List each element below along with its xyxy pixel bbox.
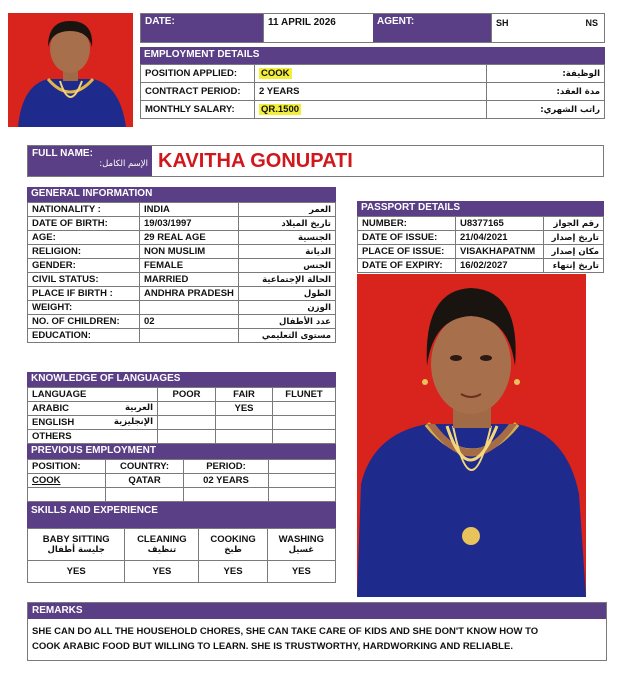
- passport-table: [357, 216, 604, 273]
- passport-value: VISAKHAPATNM: [456, 245, 544, 259]
- general-value: [140, 301, 239, 315]
- general-value: [140, 329, 239, 343]
- general-label: WEIGHT:: [28, 301, 140, 315]
- position-ar: الوظيفة:: [487, 65, 605, 83]
- skill-name: BABY SITTING: [42, 534, 110, 545]
- contract-ar: مدة العقد:: [487, 83, 605, 101]
- skill-value: YES: [199, 561, 267, 583]
- salary-row: [141, 101, 605, 119]
- col-position: POSITION:: [28, 460, 106, 474]
- previous-header-row: [28, 460, 336, 474]
- general-row: [28, 217, 336, 231]
- general-row: [28, 287, 336, 301]
- previous-country: QATAR: [106, 474, 184, 488]
- passport-value: U8377165: [456, 217, 544, 231]
- position-label: POSITION APPLIED:: [141, 65, 255, 83]
- agent-sh: SH: [496, 18, 509, 28]
- general-row: [28, 315, 336, 329]
- agent-value: [491, 14, 604, 42]
- skill-value: YES: [28, 561, 125, 583]
- full-name-label: FULL NAME:: [32, 148, 93, 159]
- language-fluent: [273, 430, 336, 444]
- passport-label: PLACE OF ISSUE:: [358, 245, 456, 259]
- skill-name: CLEANING: [137, 534, 187, 545]
- general-row: [28, 245, 336, 259]
- general-ar: الجنس: [238, 259, 335, 273]
- general-information: [27, 187, 336, 343]
- remarks-title: REMARKS: [28, 603, 606, 619]
- passport-ar: تاريخ إنتهاء: [544, 259, 604, 273]
- general-ar: الجنسية: [238, 231, 335, 245]
- agent-label: AGENT:: [373, 14, 491, 42]
- language-poor: [158, 430, 216, 444]
- general-label: RELIGION:: [28, 245, 140, 259]
- general-value: 29 REAL AGE: [140, 231, 239, 245]
- language-name-cell: [28, 416, 158, 430]
- skill-name-ar: تنظيف: [147, 545, 177, 555]
- previous-position: COOK: [28, 474, 106, 488]
- contract-value: 2 YEARS: [255, 83, 487, 101]
- skill-name: WASHING: [278, 534, 325, 545]
- languages-title: KNOWLEDGE OF LANGUAGES: [27, 372, 336, 387]
- remarks-line-1: SHE CAN DO ALL THE HOUSEHOLD CHORES, SHE CAN TAKE CARE OF KIDS AND SHE DON'T KNOW HOW TO: [32, 626, 539, 637]
- general-value: 02: [140, 315, 239, 329]
- skill-name-ar: جليسة أطفال: [47, 545, 105, 555]
- general-label: EDUCATION:: [28, 329, 140, 343]
- general-label: NO. OF CHILDREN:: [28, 315, 140, 329]
- general-ar: الديانة: [238, 245, 335, 259]
- employment-details: [140, 47, 605, 119]
- language-name-ar: العربية: [124, 403, 153, 413]
- passport-title: PASSPORT DETAILS: [357, 201, 604, 216]
- language-name: ENGLISH: [32, 417, 75, 428]
- full-name-label-ar: الإسم الكامل:: [99, 159, 148, 169]
- passport-ar: رقم الجواز: [544, 217, 604, 231]
- passport-value: 16/02/2027: [456, 259, 544, 273]
- skill-name-ar: طبخ: [224, 545, 242, 555]
- general-label: DATE OF BIRTH:: [28, 217, 140, 231]
- general-value: 19/03/1997: [140, 217, 239, 231]
- passport-row: [358, 217, 604, 231]
- passport-ar: تاريخ إصدار: [544, 231, 604, 245]
- general-row: [28, 203, 336, 217]
- language-row: [28, 430, 336, 444]
- skills-table: [27, 528, 336, 583]
- date-label: DATE:: [141, 14, 263, 42]
- passport-label: DATE OF EXPIRY:: [358, 259, 456, 273]
- large-photo: [357, 274, 586, 597]
- position-value: COOK: [261, 68, 290, 79]
- general-title: GENERAL INFORMATION: [27, 187, 336, 202]
- skill-name-ar: غسيل: [288, 545, 315, 555]
- language-name: OTHERS: [32, 431, 72, 442]
- general-row: [28, 329, 336, 343]
- skill-cell: [28, 529, 125, 561]
- language-name-cell: [28, 430, 158, 444]
- position-row: [141, 65, 605, 83]
- language-poor: [158, 416, 216, 430]
- previous-title: PREVIOUS EMPLOYMENT: [27, 444, 336, 459]
- remarks-line-2: COOK ARABIC FOOD BUT WILLING TO LEARN. SHE IS TRUSTWORTHY, HARDWORKING AND RELIABLE.: [32, 641, 513, 652]
- general-ar: الحالة الإجتماعية: [238, 273, 335, 287]
- language-fluent: [273, 402, 336, 416]
- general-label: NATIONALITY :: [28, 203, 140, 217]
- skills-title: SKILLS AND EXPERIENCE: [27, 502, 336, 528]
- skill-value: YES: [267, 561, 335, 583]
- language-name-ar: الإنجليزية: [113, 417, 153, 427]
- contract-row: [141, 83, 605, 101]
- salary-value: QR.1500: [261, 104, 300, 115]
- passport-ar: مكان إصدار: [544, 245, 604, 259]
- language-fair: [216, 430, 273, 444]
- general-ar: الطول: [238, 287, 335, 301]
- small-photo: [8, 13, 133, 127]
- language-name: ARABIC: [32, 403, 69, 414]
- general-value: FEMALE: [140, 259, 239, 273]
- remarks-section: [27, 602, 607, 661]
- portrait-large-image: [357, 274, 586, 597]
- language-row: [28, 402, 336, 416]
- general-ar: مستوى التعليمي: [238, 329, 335, 343]
- skill-cell: [199, 529, 267, 561]
- general-table: [27, 202, 336, 343]
- passport-label: DATE OF ISSUE:: [358, 231, 456, 245]
- agent-ns: NS: [585, 18, 598, 28]
- general-ar: عدد الأطفال: [238, 315, 335, 329]
- general-row: [28, 273, 336, 287]
- passport-row: [358, 259, 604, 273]
- general-row: [28, 259, 336, 273]
- col-country: COUNTRY:: [106, 460, 184, 474]
- passport-details: [357, 201, 604, 273]
- previous-row: [28, 474, 336, 488]
- language-fair: [216, 416, 273, 430]
- general-value: NON MUSLIM: [140, 245, 239, 259]
- general-label: CIVIL STATUS:: [28, 273, 140, 287]
- general-value: ANDHRA PRADESH: [140, 287, 239, 301]
- col-period: PERIOD:: [184, 460, 269, 474]
- languages-section: [27, 372, 336, 583]
- language-fair: YES: [216, 402, 273, 416]
- general-ar: الوزن: [238, 301, 335, 315]
- passport-row: [358, 245, 604, 259]
- col-fair: FAIR: [216, 388, 273, 402]
- general-row: [28, 231, 336, 245]
- language-row: [28, 416, 336, 430]
- passport-row: [358, 231, 604, 245]
- salary-label: MONTHLY SALARY:: [141, 101, 255, 119]
- previous-period: 02 YEARS: [184, 474, 269, 488]
- language-poor: [158, 402, 216, 416]
- general-label: GENDER:: [28, 259, 140, 273]
- salary-ar: راتب الشهري:: [487, 101, 605, 119]
- general-label: AGE:: [28, 231, 140, 245]
- full-name-row: [27, 145, 604, 177]
- portrait-small-image: [8, 13, 133, 127]
- full-name-label-box: [28, 146, 152, 176]
- col-language: LANGUAGE: [28, 388, 158, 402]
- skills-value-row: [28, 561, 336, 583]
- skills-header-row: [28, 529, 336, 561]
- general-ar: العمر: [238, 203, 335, 217]
- full-name-value: KAVITHA GONUPATI: [158, 150, 353, 172]
- languages-header-row: [28, 388, 336, 402]
- skill-cell: [267, 529, 335, 561]
- general-value: INDIA: [140, 203, 239, 217]
- remarks-text: [28, 619, 606, 660]
- passport-value: 21/04/2021: [456, 231, 544, 245]
- col-poor: POOR: [158, 388, 216, 402]
- general-label: PLACE IF BIRTH :: [28, 287, 140, 301]
- skill-value: YES: [125, 561, 199, 583]
- language-fluent: [273, 416, 336, 430]
- header-row: [140, 13, 605, 43]
- skill-name: COOKING: [210, 534, 256, 545]
- passport-label: NUMBER:: [358, 217, 456, 231]
- language-name-cell: [28, 402, 158, 416]
- general-value: MARRIED: [140, 273, 239, 287]
- col-fluent: FLUNET: [273, 388, 336, 402]
- contract-label: CONTRACT PERIOD:: [141, 83, 255, 101]
- skill-cell: [125, 529, 199, 561]
- employment-title: EMPLOYMENT DETAILS: [140, 47, 605, 64]
- general-row: [28, 301, 336, 315]
- general-ar: تاريخ الميلاد: [238, 217, 335, 231]
- date-value: 11 APRIL 2026: [263, 14, 373, 42]
